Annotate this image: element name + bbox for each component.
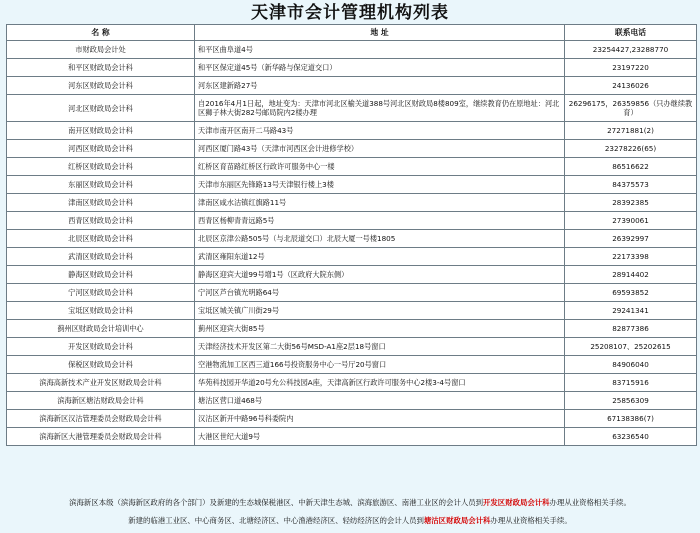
org-name: 和平区财政局会计科: [7, 59, 195, 77]
org-name: 滨海高新技术产业开发区财政局会计科: [7, 374, 195, 392]
table-row: [7, 266, 697, 284]
org-address: 红桥区育苗路红桥区行政许可服务中心一楼: [195, 158, 565, 176]
org-phone: 84375573: [565, 176, 697, 194]
footnote-2-end: 办理从业资格相关手续。: [490, 516, 572, 525]
org-address: 华苑科技园开华道20号允公科技园A座，天津高新区行政许可服务中心2楼3-4号窗口: [195, 374, 565, 392]
table-row: [7, 428, 697, 446]
org-phone: 82877386: [565, 320, 697, 338]
table-row: [7, 194, 697, 212]
org-address: 大港区世纪大道9号: [195, 428, 565, 446]
footnote-1-highlight: 开发区财政局会计科: [483, 498, 550, 507]
org-address: 宝坻区城关镇广川街29号: [195, 302, 565, 320]
org-address: 静海区迎宾大道99号增1号（区政府大院东侧）: [195, 266, 565, 284]
org-name: 红桥区财政局会计科: [7, 158, 195, 176]
org-address: 汉沽区新开中路96号科委院内: [195, 410, 565, 428]
org-address: 自2016年4月1日起，地址变为：天津市河北区榆关道388号河北区财政局8楼809室，继续教育仍在原地址：河北区狮子林大街282号邮局院内2楼办理: [195, 95, 565, 122]
org-name: 武清区财政局会计科: [7, 248, 195, 266]
org-address: 天津市南开区南开二马路43号: [195, 122, 565, 140]
org-name: 滨海新区塘沽财政局会计科: [7, 392, 195, 410]
org-phone: 26392997: [565, 230, 697, 248]
table-row: [7, 248, 697, 266]
footnote-1: [0, 497, 700, 508]
org-phone: 83715916: [565, 374, 697, 392]
org-name: 北辰区财政局会计科: [7, 230, 195, 248]
page-title: 天津市会计管理机构列表: [251, 3, 449, 23]
org-phone: 27390061: [565, 212, 697, 230]
org-name: 河西区财政局会计科: [7, 140, 195, 158]
org-address: 天津经济技术开发区第二大街56号MSD-A1座2层18号窗口: [195, 338, 565, 356]
table-row: [7, 158, 697, 176]
table-row: [7, 230, 697, 248]
table-row: [7, 410, 697, 428]
org-phone: 67138386(7): [565, 410, 697, 428]
header-phone: 联系电话: [565, 25, 697, 41]
footnote-1-end: 办理从业资格相关手续。: [549, 498, 631, 507]
org-name: 静海区财政局会计科: [7, 266, 195, 284]
table-row: [7, 284, 697, 302]
table-row: [7, 41, 697, 59]
org-phone: 69593852: [565, 284, 697, 302]
org-address: 空港物流加工区西三道166号投资服务中心一号厅20号窗口: [195, 356, 565, 374]
org-phone: 25208107、25202615: [565, 338, 697, 356]
table-row: [7, 392, 697, 410]
org-address: 西青区杨柳青青远路5号: [195, 212, 565, 230]
org-name: 河北区财政局会计科: [7, 95, 195, 122]
org-name: 滨海新区大港管理委员会财政局会计科: [7, 428, 195, 446]
org-phone: 63236540: [565, 428, 697, 446]
table-row: [7, 77, 697, 95]
org-phone: 23197220: [565, 59, 697, 77]
org-address: 北辰区京津公路505号（与北辰道交口）北辰大厦一号楼1805: [195, 230, 565, 248]
table-row: [7, 356, 697, 374]
org-address: 塘沽区营口道468号: [195, 392, 565, 410]
org-name: 宝坻区财政局会计科: [7, 302, 195, 320]
org-name: 津南区财政局会计科: [7, 194, 195, 212]
table-header-row: [7, 25, 697, 41]
org-phone: 25856309: [565, 392, 697, 410]
org-name: 河东区财政局会计科: [7, 77, 195, 95]
table-row: [7, 59, 697, 77]
org-phone: 28392385: [565, 194, 697, 212]
org-address: 河西区厦门路43号（天津市河西区会计进修学校）: [195, 140, 565, 158]
org-name: 滨海新区汉沽管理委员会财政局会计科: [7, 410, 195, 428]
org-name: 西青区财政局会计科: [7, 212, 195, 230]
table-body: [7, 41, 697, 446]
table-row: [7, 95, 697, 122]
footnote-2-highlight: 塘沽区财政局会计科: [423, 516, 491, 525]
org-address: 和平区保定道45号（新华路与保定道交口）: [195, 59, 565, 77]
org-name: 蓟州区财政局会计培训中心: [7, 320, 195, 338]
org-name: 东丽区财政局会计科: [7, 176, 195, 194]
org-address: 和平区曲阜道4号: [195, 41, 565, 59]
table-row: [7, 176, 697, 194]
header-name: 名 称: [7, 25, 195, 41]
org-phone: 23278226(65): [565, 140, 697, 158]
table-row: [7, 374, 697, 392]
org-address: 蓟州区迎宾大街85号: [195, 320, 565, 338]
org-name: 开发区财政局会计科: [7, 338, 195, 356]
org-address: 津南区咸水沽镇红旗路11号: [195, 194, 565, 212]
table-row: [7, 320, 697, 338]
org-address: 武清区雍阳东道12号: [195, 248, 565, 266]
header-address: 地 址: [195, 25, 565, 41]
table-row: [7, 140, 697, 158]
org-address: 河东区建新路27号: [195, 77, 565, 95]
table-row: [7, 212, 697, 230]
org-name: 宁河区财政局会计科: [7, 284, 195, 302]
org-address: 天津市东丽区先锋路13号天津银行楼上3楼: [195, 176, 565, 194]
footnote-2: [0, 515, 700, 526]
footnote-2-text: 新建的临港工业区、中心商务区、北塘经济区、中心渔港经济区、轻纺经济区的会计人员到: [128, 516, 424, 525]
org-phone: 86516622: [565, 158, 697, 176]
org-phone: 84906040: [565, 356, 697, 374]
org-address: 宁河区芦台镇光明路64号: [195, 284, 565, 302]
table-row: [7, 122, 697, 140]
org-phone: 27271881(2): [565, 122, 697, 140]
org-phone: 26296175，26359856（只办继续教育）: [565, 95, 697, 122]
org-phone: 23254427,23288770: [565, 41, 697, 59]
org-table: [6, 24, 697, 446]
org-phone: 22173398: [565, 248, 697, 266]
org-phone: 29241341: [565, 302, 697, 320]
org-name: 市财政局会计处: [7, 41, 195, 59]
org-name: 南开区财政局会计科: [7, 122, 195, 140]
org-name: 保税区财政局会计科: [7, 356, 195, 374]
org-phone: 24136026: [565, 77, 697, 95]
table-row: [7, 338, 697, 356]
org-phone: 28914402: [565, 266, 697, 284]
table-row: [7, 302, 697, 320]
footnote-1-text: 滨海新区本级（滨海新区政府的各个部门）及新建的生态城保税港区、中新天津生态城、滨海旅游区、南港工业区的会计人员到: [69, 498, 484, 507]
